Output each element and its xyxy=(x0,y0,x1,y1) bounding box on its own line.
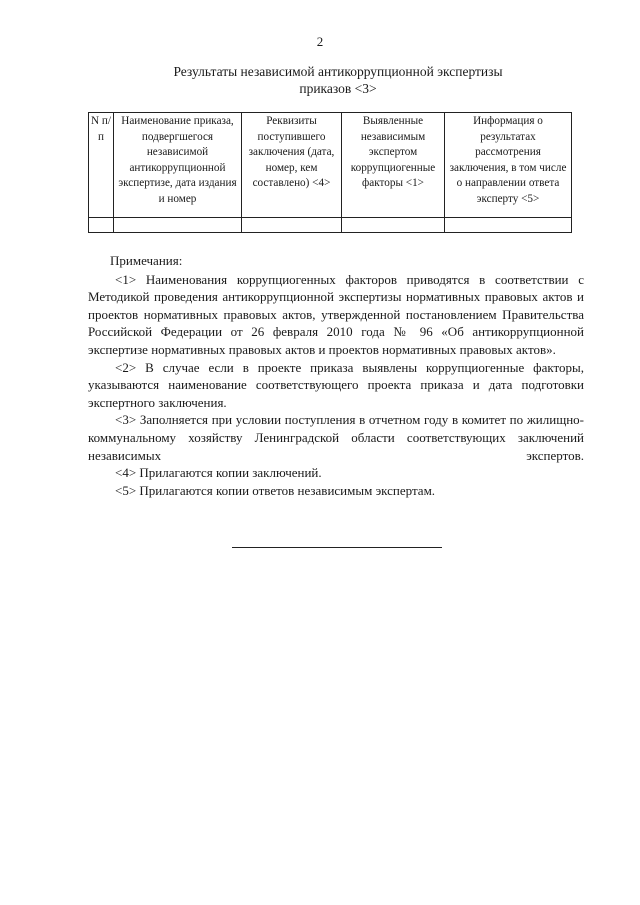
document-title xyxy=(88,63,588,97)
column-header-order-name: Наименование приказа, подвергшегося независимой антикоррупционной экспертизе, дата издания и номер xyxy=(114,113,242,218)
note-2: <2> В случае если в проекте приказа выявлены коррупциогенные факторы, указываются наименование соответствующего проекта приказа и дата подготовки экспертного заключения. xyxy=(88,359,584,410)
table-row xyxy=(89,218,572,233)
note-1: <1> Наименования коррупциогенных факторов приводятся в соответствии с Методикой проведения антикоррупционной экспертизы нормативных правовых актов и проектов нормативных правовых актов, утвержденной постановлением Правительства Российской Федерации от 26 февраля 2010 года № 96 «Об антикоррупционной экспертизе нормативных правовых актов и проектов нормативных правовых актов». xyxy=(88,271,584,357)
table-header-row xyxy=(89,113,572,218)
notes-heading: Примечания: xyxy=(110,253,183,268)
table-cell xyxy=(242,218,342,233)
table-cell xyxy=(89,218,114,233)
results-table xyxy=(88,112,572,233)
table-cell xyxy=(445,218,572,233)
title-line-2: приказов <3> xyxy=(299,81,377,96)
note-3: <3> Заполняется при условии поступления в отчетном году в комитет по жилищно-коммунальному хозяйству Ленинградской области соответствующих заключений независимых экспертов. xyxy=(88,412,584,463)
page-number: 2 xyxy=(316,34,324,49)
title-line-1: Результаты независимой антикоррупционной экспертизы xyxy=(173,64,503,79)
column-header-review-results: Информация о результатах рассмотрения заключения, в том числе о направлении ответа эксперту <5> xyxy=(445,113,572,218)
column-header-corruption-factors: Выявленные независимым экспертом коррупциогенные факторы <1> xyxy=(342,113,445,218)
column-header-conclusion-details: Реквизиты поступившего заключения (дата, номер, кем составлено) <4> xyxy=(242,113,342,218)
notes-section xyxy=(88,252,584,499)
column-header-number: N п/п xyxy=(89,113,114,218)
note-5: <5> Прилагаются копии ответов независимым экспертам. xyxy=(115,482,436,498)
table-cell xyxy=(342,218,445,233)
table-cell xyxy=(114,218,242,233)
closing-divider xyxy=(232,547,442,548)
note-4: <4> Прилагаются копии заключений. xyxy=(115,465,322,481)
